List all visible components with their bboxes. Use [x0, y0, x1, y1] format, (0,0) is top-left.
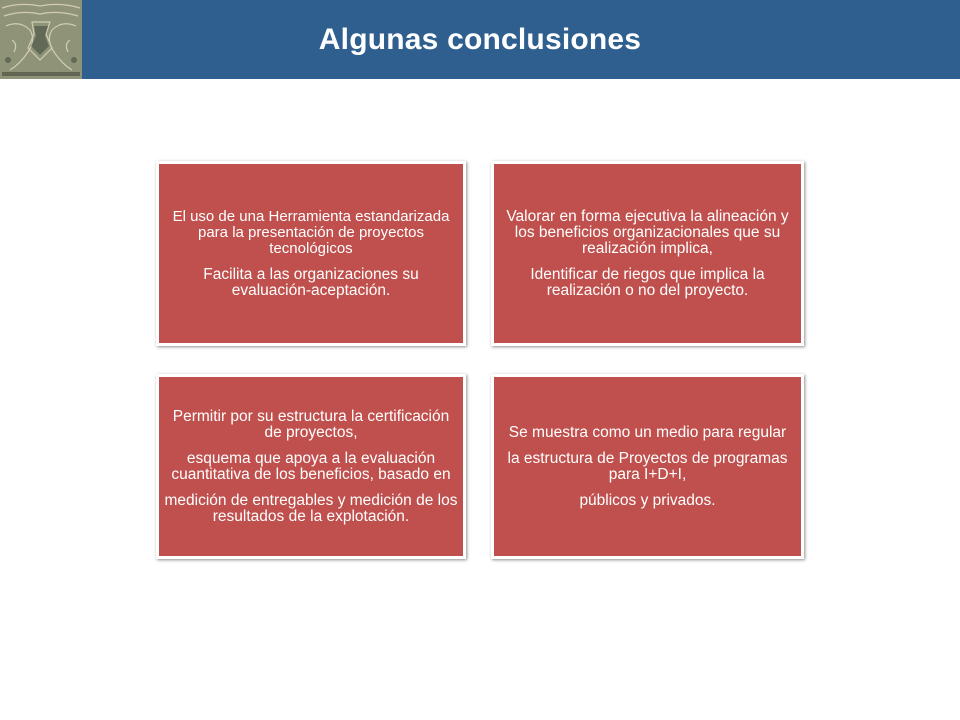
header-bar — [0, 0, 960, 79]
card-text: la estructura de Proyectos de programas para I+D+I, — [507, 449, 788, 483]
card-text: Identificar de riegos que implica la realización o no del proyecto. — [530, 265, 765, 299]
card-text: Valorar en forma ejecutiva la alineación y los beneficios organizacionales que su realización implica, — [506, 207, 789, 257]
card-text: Permitir por su estructura la certificación de proyectos, — [172, 407, 450, 441]
card-text: Facilita a las organizaciones su evaluación-aceptación. — [203, 265, 419, 299]
card-text: Se muestra como un medio para regular — [508, 423, 787, 441]
conclusion-card-3 — [156, 374, 466, 559]
card-text: públicos y privados. — [579, 491, 716, 509]
conclusion-card-4 — [491, 374, 804, 559]
conclusion-card-1 — [156, 161, 466, 346]
card-text: esquema que apoya a la evaluación cuantitativa de los beneficios, basado en — [171, 449, 451, 483]
conclusion-card-2 — [491, 161, 804, 346]
slide-title: Algunas conclusiones — [318, 22, 642, 56]
card-text: El uso de una Herramienta estandarizada para la presentación de proyectos tecnológicos — [172, 207, 450, 257]
card-text: medición de entregables y medición de los resultados de la explotación. — [164, 491, 458, 525]
